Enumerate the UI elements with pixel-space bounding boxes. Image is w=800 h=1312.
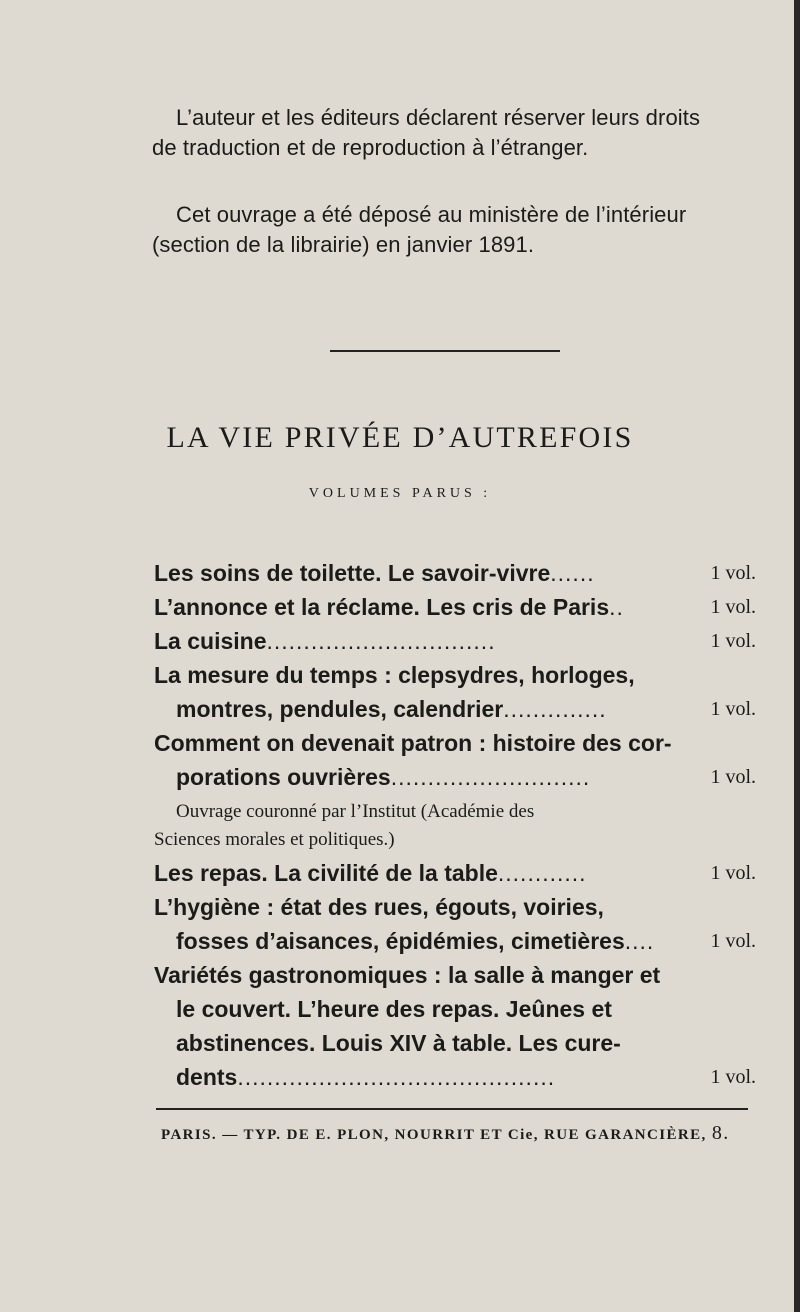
volume-line — [154, 624, 766, 658]
imprint-text: PARIS. — TYP. DE E. PLON, NOURRIT ET Cie, RUE GARANCIÈRE, — [161, 1127, 707, 1143]
short-divider — [330, 350, 560, 352]
long-divider — [156, 1108, 748, 1110]
volume-line — [154, 1060, 766, 1094]
volume-line — [154, 924, 766, 958]
rights-notice — [152, 103, 752, 163]
volume-title-text: Les repas. La civilité de la table — [154, 860, 498, 886]
volume-entry — [154, 658, 766, 726]
volume-title-text: Les soins de toilette. Le savoir-vivre — [154, 560, 551, 586]
series-title: LA VIE PRIVÉE D’AUTREFOIS — [166, 421, 634, 454]
volume-entry — [154, 958, 766, 1094]
deposit-notice — [152, 200, 752, 260]
volume-title-text: La mesure du temps : clepsydres, horloges, — [154, 662, 635, 688]
volume-title-text: La cuisine — [154, 628, 267, 654]
volume-entry — [154, 624, 766, 658]
series-subtitle: VOLUMES PARUS : — [308, 486, 492, 501]
printer-imprint — [161, 1122, 761, 1145]
leader-dots: .............. — [503, 696, 607, 722]
volume-count: 1 vol. — [710, 596, 756, 618]
volume-line — [154, 958, 766, 992]
volume-entry — [154, 890, 766, 958]
volume-title-text: Variétés gastronomiques : la salle à manger et — [154, 962, 661, 988]
volume-title-text: dents — [176, 1064, 238, 1090]
volume-title-text: L’hygiène : état des rues, égouts, voiries, — [154, 894, 604, 920]
volume-count: 1 vol. — [710, 862, 756, 884]
volume-entry — [154, 590, 766, 624]
leader-dots: ............................... — [266, 628, 496, 654]
leader-dots: ........................... — [390, 764, 591, 790]
volume-count: 1 vol. — [710, 698, 756, 720]
volume-title-text: abstinences. Louis XIV à table. Les cure- — [176, 1030, 621, 1056]
volume-entry — [154, 726, 766, 854]
leader-dots: ...... — [550, 560, 595, 586]
deposit-notice-line-1: Cet ouvrage a été déposé au ministère de l’intérieur — [176, 202, 687, 227]
volume-line — [154, 856, 766, 890]
volume-count: 1 vol. — [710, 766, 756, 788]
imprint-number: 8. — [711, 1122, 730, 1144]
leader-dots: .... — [624, 928, 655, 954]
volume-line — [154, 760, 766, 794]
volume-line — [154, 992, 766, 1026]
volume-count: 1 vol. — [710, 1066, 756, 1088]
award-note-line: Sciences morales et politiques.) — [154, 829, 395, 850]
page-edge — [794, 0, 800, 1312]
leader-dots: ........................................... — [237, 1064, 556, 1090]
volume-line — [154, 556, 766, 590]
volume-count: 1 vol. — [710, 630, 756, 652]
volume-entry — [154, 856, 766, 890]
volume-title-text: le couvert. L’heure des repas. Jeûnes et — [176, 996, 612, 1022]
volume-line — [154, 590, 766, 624]
rights-notice-line-1: L’auteur et les éditeurs déclarent réserver leurs droits — [176, 105, 701, 130]
volume-title-text: montres, pendules, calendrier — [176, 696, 504, 722]
volume-title-text: fosses d’aisances, épidémies, cimetières — [176, 928, 625, 954]
volume-title-text: porations ouvrières — [176, 764, 391, 790]
volume-title-text: Comment on devenait patron : histoire des cor- — [154, 730, 672, 756]
award-note — [154, 798, 766, 854]
volume-list — [154, 556, 766, 1094]
volume-line — [154, 890, 766, 924]
volume-count: 1 vol. — [710, 562, 756, 584]
leader-dots: .. — [609, 594, 624, 620]
volume-entry — [154, 556, 766, 590]
rights-notice-line-2: de traduction et de reproduction à l’étranger. — [152, 135, 589, 160]
volume-count: 1 vol. — [710, 930, 756, 952]
deposit-notice-line-2: (section de la librairie) en janvier 1891. — [152, 232, 535, 257]
volume-title-text: L’annonce et la réclame. Les cris de Paris — [154, 594, 610, 620]
volume-line — [154, 658, 766, 692]
volume-line — [154, 1026, 766, 1060]
leader-dots: ............ — [497, 860, 587, 886]
award-note-line: Ouvrage couronné par l’Institut (Académie des — [176, 801, 535, 822]
volume-line — [154, 726, 766, 760]
volume-line — [154, 692, 766, 726]
